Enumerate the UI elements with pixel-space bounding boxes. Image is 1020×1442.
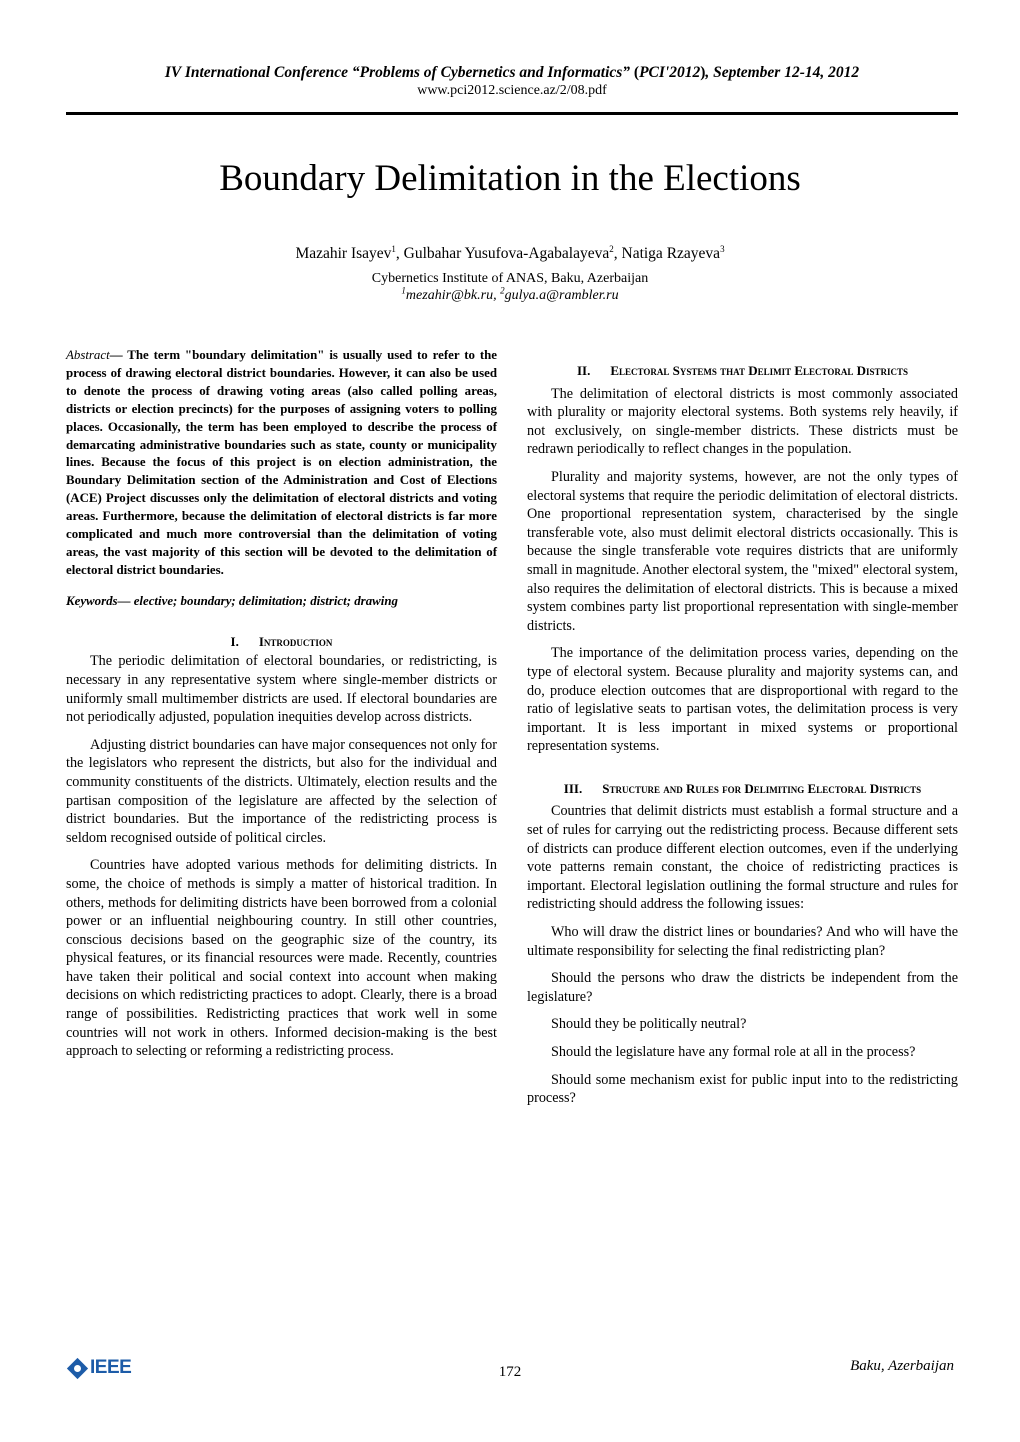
section-title: Introduction [258, 633, 333, 649]
keywords-text: — elective; boundary; delimitation; district; drawing [117, 593, 398, 608]
paragraph: Who will draw the district lines or boundaries? And who will have the ultimate responsibility for selecting the final redistricting plan? [527, 924, 958, 959]
email-sep: , [493, 288, 501, 303]
paragraph: Should some mechanism exist for public input into to the redistricting process? [527, 1071, 958, 1107]
conference-acronym: PCI'2012 [639, 64, 701, 81]
paragraph: Should the persons who draw the districts be independent from the legislature? [527, 970, 958, 1005]
email-list [0, 287, 1020, 304]
section-number: I. [230, 633, 239, 649]
paragraph: The periodic delimitation of electoral boundaries, or redistricting, is necessary in any representative system where single-member districts or uniformly small multimember districts are used. If electoral boundaries are not periodically adjusted, population inequities develop across districts. [66, 653, 497, 726]
paragraph: The importance of the delimitation process varies, depending on the type of electoral system. Because plurality and majority systems can, and do, produce election outcomes that are disproportional with regard to the ratio of legislative seats to partisan votes, the delimitation process is very important. It is less important in mixed systems or proportional representation systems. [527, 645, 958, 755]
author-sep: , [613, 245, 622, 262]
conference-dates: , September 12-14, 2012 [705, 64, 860, 81]
paragraph: Countries that delimit districts must establish a formal structure and a set of rules for carrying out the redistricting process. Because different sets of districts can produce different election outcomes, even if the underlying vote patterns remain constant, the choice of redistricting practices is important. Electoral legislation outlining the formal structure and rules for redistricting should address the following issues: [527, 803, 958, 913]
paragraph: Plurality and majority systems, however, are not the only types of electoral systems that require the periodic delimitation of electoral districts. One proportional representation system, characterised by the single transferable vote, also must delimit electoral districts occasionally. This is because the single transferable vote requires districts that are uniformly small in magnitude. Another electoral system, the "mixed" electoral system, also requires the delimitation of electoral districts. This is because a mixed system combines party list proportional representation with single-member districts. [527, 468, 958, 634]
author-mark: 2 [609, 243, 614, 254]
author [404, 245, 622, 262]
author-mark: 1 [391, 243, 396, 254]
section-title: Electoral Systems that Delimit Electoral Districts [610, 363, 909, 378]
author-name: Mazahir Isayev [295, 245, 392, 262]
section-number: III. [563, 780, 583, 796]
section-heading-introduction [66, 633, 497, 652]
conference-name: IV International Conference “Problems of Cybernetics and Informatics” [164, 64, 634, 81]
author-sep: , [395, 245, 404, 262]
conference-url[interactable]: www.pci2012.science.az/2/08.pdf [417, 83, 607, 98]
email-mark: 1 [401, 285, 406, 296]
ieee-logo-text: IEEE [90, 1357, 132, 1378]
paper-title: Boundary Delimitation in the Elections [219, 158, 801, 199]
affiliation: Cybernetics Institute of ANAS, Baku, Azerbaijan [371, 271, 649, 286]
author [622, 245, 725, 262]
author-name: Gulbahar Yusufova-Agabalayeva [403, 245, 610, 262]
section-title: Structure and Rules for Delimiting Electoral Districts [602, 780, 922, 796]
abstract-text: — The term "boundary delimitation" is usually used to refer to the process of drawing electoral district boundaries. However, it can also be used to denote the process of drawing voting areas (also called polling areas, districts or election precincts) for the purposes of assigning voters to polling places. Occasionally, the term has been employed to describe the process of demarcating administrative boundaries such as state, county or municipality lines. Because the focus of this project is on election administration, the Boundary Delimitation section of the Administration and Cost of Elections (ACE) Project discusses only the delimitation of electoral districts and voting areas. Furthermore, because the delimitation of electoral districts is far more complicated and much more controversial than the delimitation of voting areas, the vast majority of this section will be devoted to the delimitation of electoral district boundaries. [66, 348, 497, 577]
abstract [66, 347, 497, 580]
paren-open: ( [633, 64, 640, 81]
author [295, 245, 403, 262]
paren-close: ) [700, 64, 706, 81]
keywords-label: Keywords [66, 593, 118, 608]
conference-header [66, 63, 958, 100]
paragraph: Should they be politically neutral? [551, 1016, 747, 1033]
author-name: Natiga Rzayeva [621, 245, 721, 262]
paragraph: Countries have adopted various methods for delimiting districts. In some, the choice of methods is simply a matter of historical tradition. In others, methods for delimiting districts have been borrowed from a colonial power or an influential neighbouring country. In still other countries, conscious decisions based on the geographic size of the country, its physical features, or its financial resources were made. Recently, countries have taken their political and social context into account when making decisions on which redistricting practices to adopt. Clearly, there is a broad range of possibilities. Redistricting practices that work well in some countries will not work in others. Informed decision-making is the best approach to selecting or reforming a redistricting process. [66, 857, 497, 1060]
abstract-label: Abstract [66, 348, 110, 362]
email-link[interactable]: mezahir@bk.ru [405, 288, 494, 303]
header-divider [66, 112, 958, 115]
keywords [66, 593, 497, 610]
left-column [66, 347, 497, 1070]
author-mark: 3 [720, 243, 725, 254]
footer-place: Baku, Azerbaijan [850, 1358, 954, 1374]
right-column [527, 362, 958, 1117]
page-number: 172 [498, 1364, 522, 1380]
section-number: II. [576, 363, 591, 378]
paragraph: Adjusting district boundaries can have major consequences not only for the legislators who represent the districts, but also for the individual and community constituents of the districts. Ultimately, election results and the partisan composition of the legislature are affected by the selection of district boundaries. But the importance of the redistricting process is seldom recognised outside of political circles. [66, 736, 497, 846]
paragraph: Should the legislature have any formal role at all in the process? [551, 1044, 916, 1060]
email-mark: 2 [500, 285, 505, 296]
conference-title [66, 63, 958, 82]
email-link[interactable]: gulya.a@rambler.ru [504, 288, 619, 303]
section-heading-electoral-systems [527, 362, 958, 381]
section-heading-structure-rules [527, 780, 958, 799]
author-list [0, 244, 1020, 264]
paragraph: The delimitation of electoral districts is most commonly associated with plurality or majority electoral systems. Both systems rely heavily, if not exclusively, on single-member districts. These districts must be redrawn periodically to reflect changes in the population. [527, 385, 958, 458]
